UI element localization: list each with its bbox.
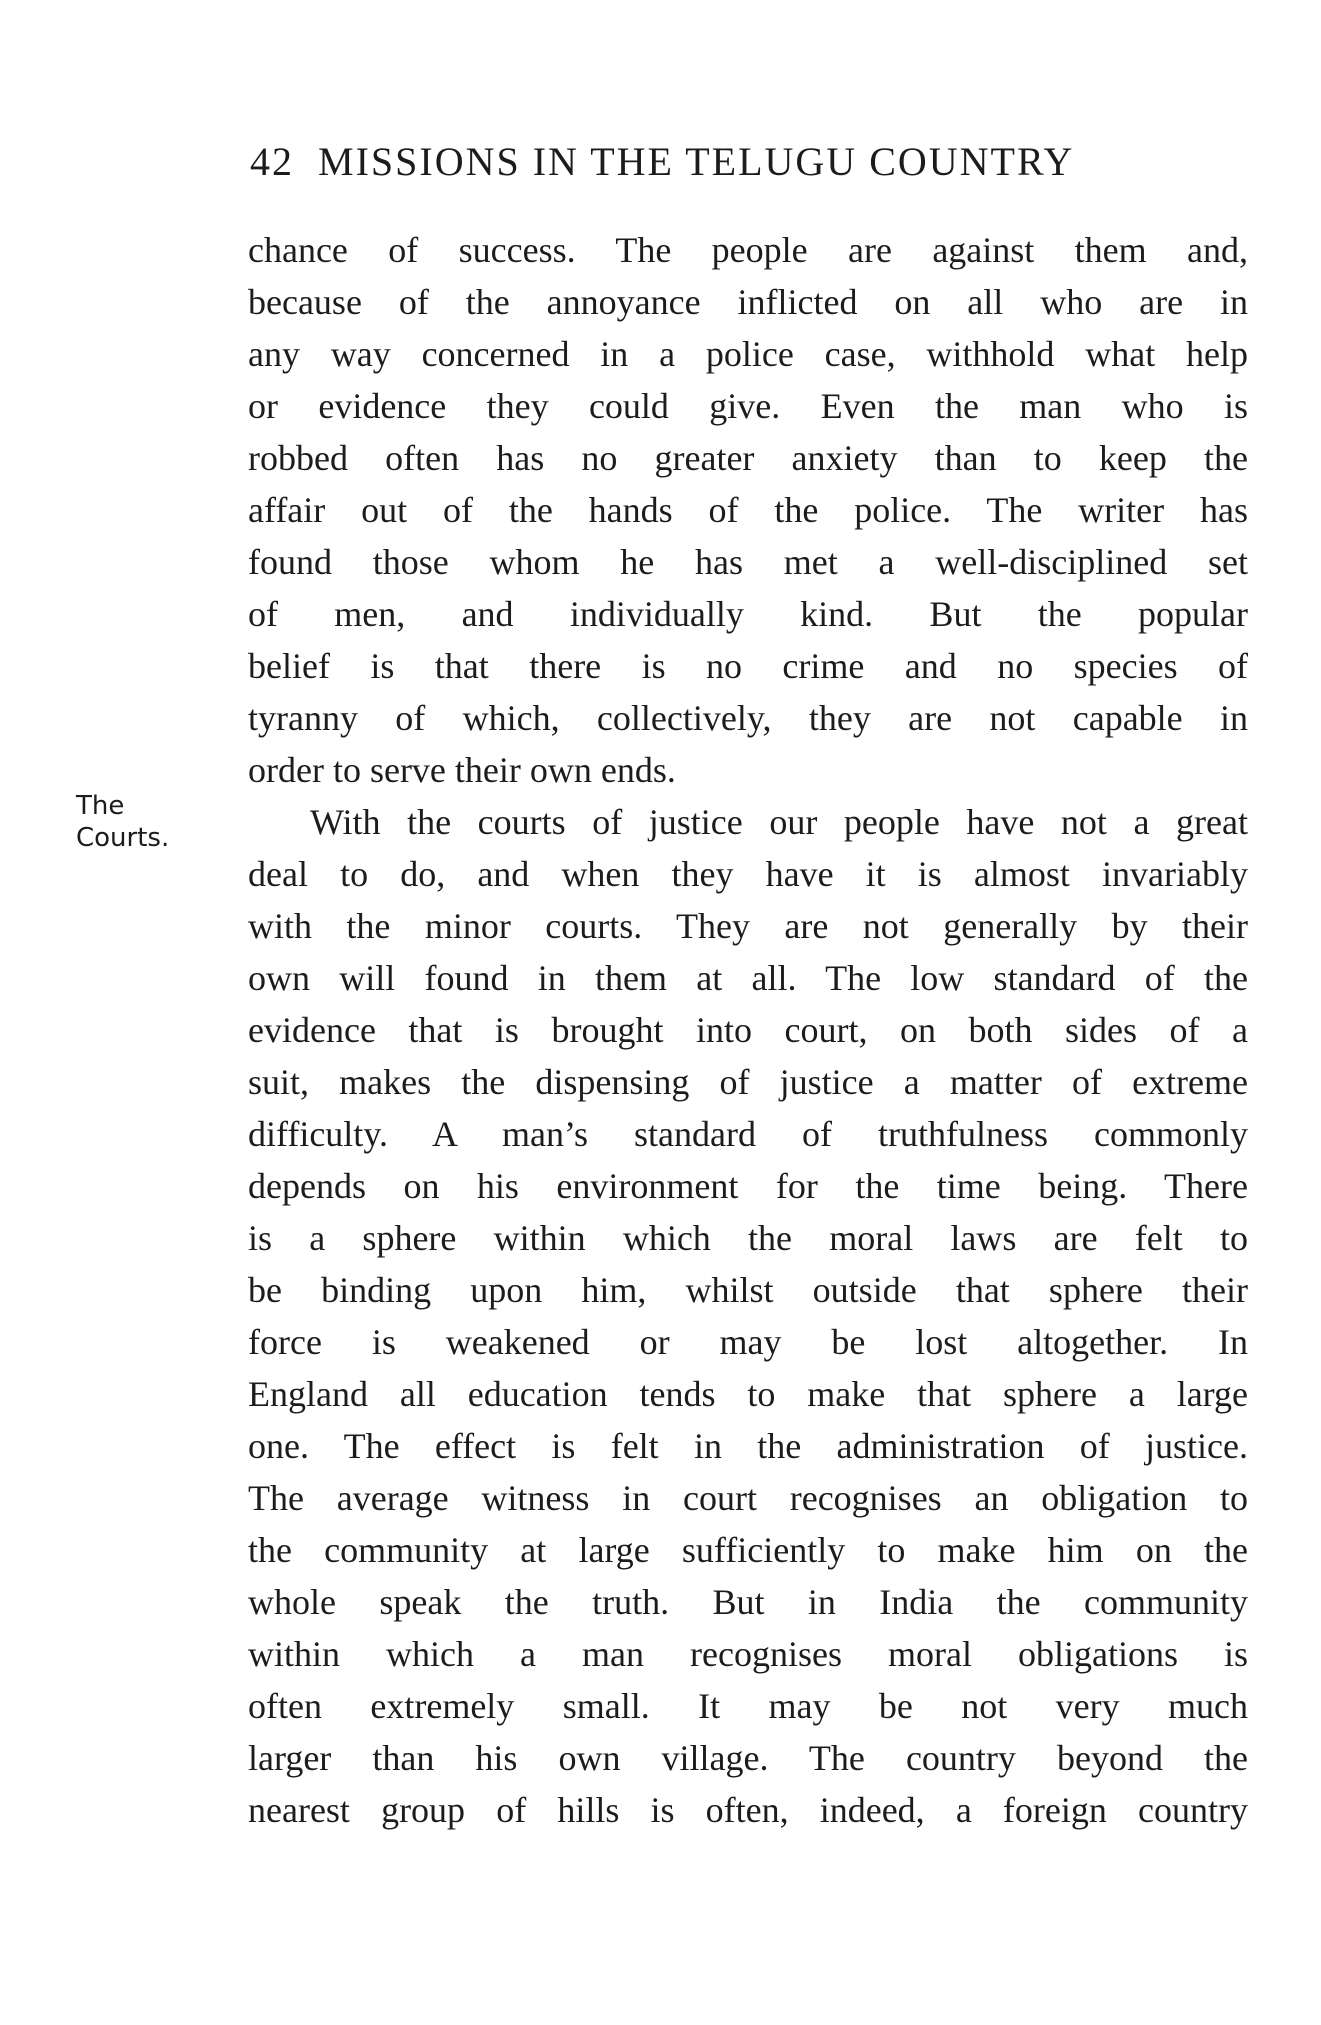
- text-line: chance of success. The people are against them and,: [248, 230, 1248, 270]
- text-line: any way concerned in a police case, withhold what help: [248, 334, 1248, 374]
- body-text: [248, 224, 1248, 1836]
- text-line: belief is that there is no crime and no species of: [248, 646, 1248, 686]
- text-line: tyranny of which, collectively, they are not capable in: [248, 698, 1248, 738]
- text-line: difficulty. A man’s standard of truthfulness commonly: [248, 1114, 1248, 1154]
- text-line: because of the annoyance inflicted on all who are in: [248, 282, 1248, 322]
- text-line: deal to do, and when they have it is almost invariably: [248, 854, 1248, 894]
- text-line: England all education tends to make that sphere a large: [248, 1374, 1248, 1414]
- margin-note-line: The: [76, 791, 125, 821]
- text-line: own will found in them at all. The low standard of the: [248, 958, 1248, 998]
- text-line: whole speak the truth. But in India the community: [248, 1582, 1248, 1622]
- text-line: depends on his environment for the time being. There: [248, 1166, 1248, 1206]
- text-line: force is weakened or may be lost altogether. In: [248, 1322, 1248, 1362]
- text-line: be binding upon him, whilst outside that sphere their: [248, 1270, 1248, 1310]
- margin-note-line: Courts.: [76, 823, 170, 853]
- text-line: nearest group of hills is often, indeed, a foreign country: [248, 1790, 1248, 1830]
- text-line: often extremely small. It may be not very much: [248, 1686, 1248, 1726]
- running-title: MISSIONS IN THE TELUGU COUNTRY: [318, 139, 1075, 184]
- paragraph-1: [248, 224, 1248, 796]
- text-line: or evidence they could give. Even the man who is: [248, 386, 1248, 426]
- text-line: The average witness in court recognises an obligation to: [248, 1478, 1248, 1518]
- margin-note-the-courts: [76, 790, 196, 854]
- text-line: suit, makes the dispensing of justice a matter of extreme: [248, 1062, 1248, 1102]
- text-line: order to serve their own ends.: [248, 750, 676, 790]
- text-line: with the minor courts. They are not generally by their: [248, 906, 1248, 946]
- text-line: larger than his own village. The country beyond the: [248, 1738, 1248, 1778]
- text-line: With the courts of justice our people have not a great: [310, 802, 1248, 842]
- page-number: 42: [250, 139, 294, 184]
- running-head: [250, 138, 1245, 186]
- paragraph-2: [248, 796, 1248, 1836]
- text-line: robbed often has no greater anxiety than to keep the: [248, 438, 1248, 478]
- text-line: one. The effect is felt in the administration of justice.: [248, 1426, 1248, 1466]
- text-line: evidence that is brought into court, on both sides of a: [248, 1010, 1248, 1050]
- text-line: within which a man recognises moral obligations is: [248, 1634, 1248, 1674]
- text-line: found those whom he has met a well-disciplined set: [248, 542, 1248, 582]
- text-line: the community at large sufficiently to make him on the: [248, 1530, 1248, 1570]
- text-line: of men, and individually kind. But the popular: [248, 594, 1248, 634]
- text-line: affair out of the hands of the police. The writer has: [248, 490, 1248, 530]
- text-line: is a sphere within which the moral laws are felt to: [248, 1218, 1248, 1258]
